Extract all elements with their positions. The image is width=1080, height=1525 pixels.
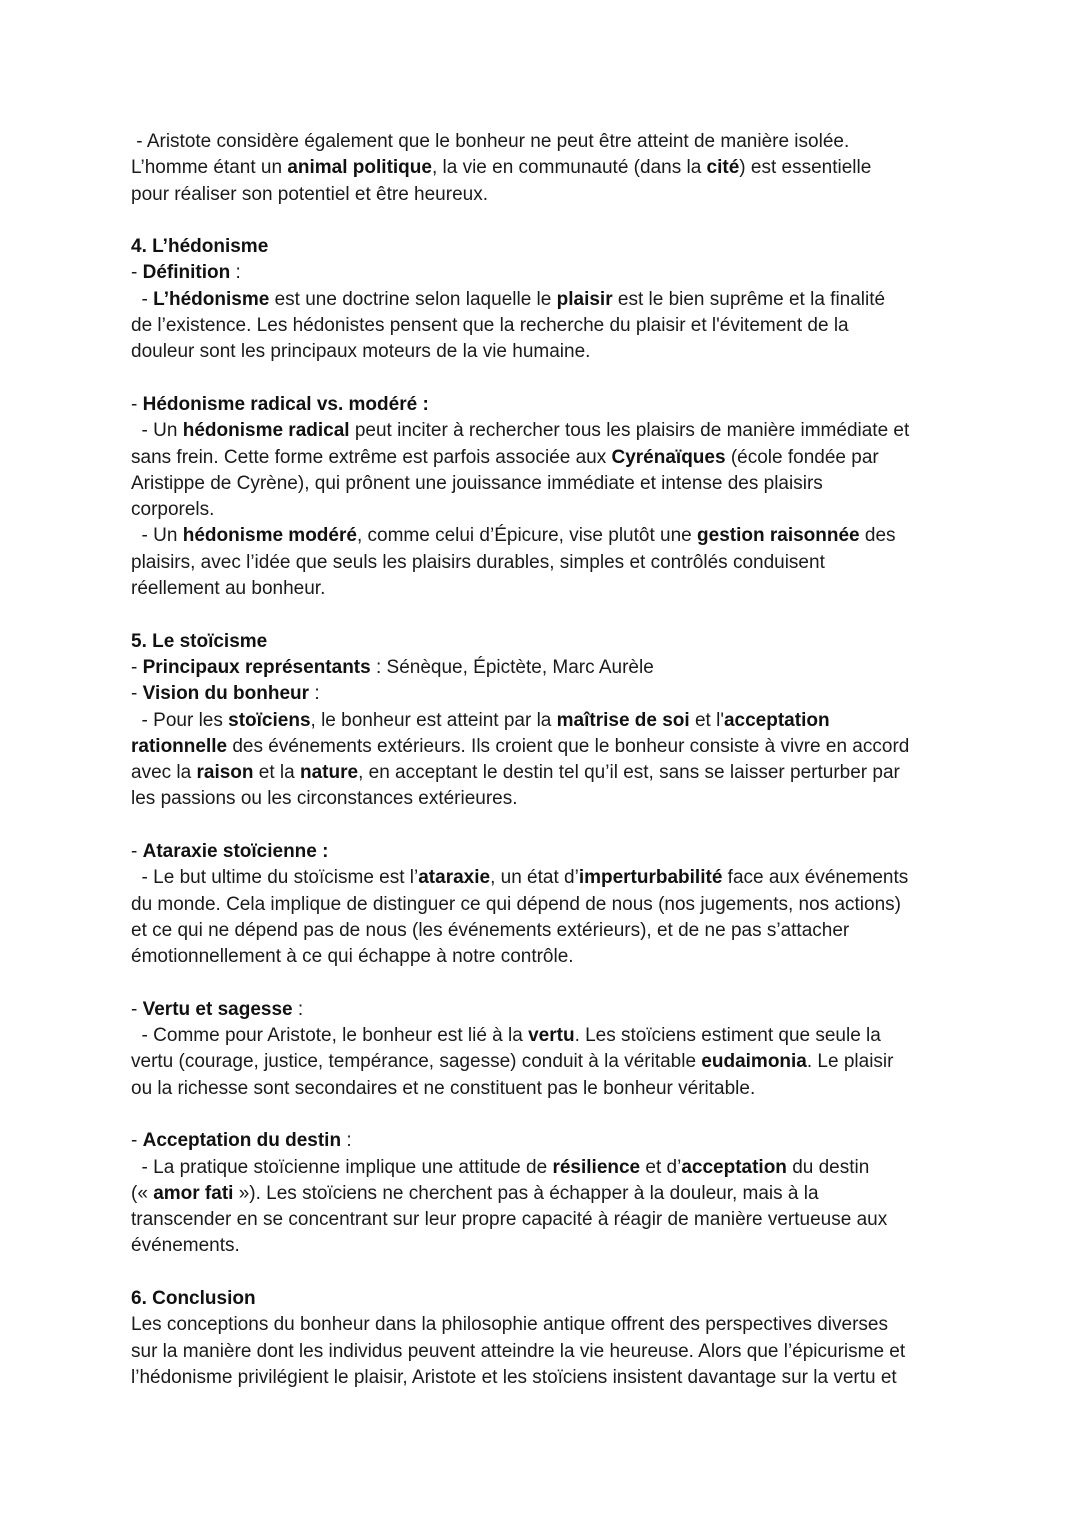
text-run: - <box>131 841 143 863</box>
text-run: et l' <box>689 709 724 731</box>
bold-text: Vertu et sagesse <box>142 998 293 1020</box>
text-line <box>131 418 991 444</box>
bold-text: Définition <box>142 262 231 284</box>
text-run: , la vie en communauté (dans la <box>431 157 707 179</box>
bold-text: imperturbabilité <box>578 867 723 889</box>
bold-text: stoïciens <box>228 709 311 731</box>
text-line <box>131 1155 991 1181</box>
text-line <box>131 1365 991 1391</box>
text-line <box>131 786 991 812</box>
text-run: et ce qui ne dépend pas de nous (les événements extérieurs), et de ne pas s’attacher <box>131 919 850 941</box>
bold-text: acceptation <box>681 1156 787 1178</box>
text-line <box>131 155 991 181</box>
text-run: avec la <box>131 762 197 784</box>
text-line <box>131 1128 991 1154</box>
text-run: - <box>131 998 143 1020</box>
text-line <box>131 497 991 523</box>
text-run: (école fondée par <box>725 446 879 468</box>
text-run: - Un <box>131 420 183 442</box>
text-run: Les conceptions du bonheur dans la philosophie antique offrent des perspectives diverses <box>131 1314 888 1336</box>
text-line <box>131 1207 991 1233</box>
blank-line <box>131 1260 991 1286</box>
text-line <box>131 997 991 1023</box>
text-line <box>131 182 991 208</box>
text-run: Aristippe de Cyrène), qui prônent une jouissance immédiate et intense des plaisirs <box>131 472 823 494</box>
text-run: émotionnellement à ce qui échappe à notre contrôle. <box>131 946 574 968</box>
bold-text: Vision du bonheur <box>142 683 310 705</box>
bold-text: hédonisme radical <box>182 420 350 442</box>
text-run: réellement au bonheur. <box>131 578 326 600</box>
text-line <box>131 1233 991 1259</box>
text-run: vertu (courage, justice, tempérance, sagesse) conduit à la véritable <box>131 1051 702 1073</box>
text-line <box>131 892 991 918</box>
text-run: douleur sont les principaux moteurs de la vie humaine. <box>131 341 591 363</box>
text-run: - Pour les <box>131 709 229 731</box>
text-line <box>131 287 991 313</box>
text-line <box>131 234 991 260</box>
text-line <box>131 655 991 681</box>
text-run: - <box>131 288 154 310</box>
bold-text: nature <box>300 762 359 784</box>
text-run: , un état d’ <box>490 867 579 889</box>
text-run: - Comme pour Aristote, le bonheur est lié à la <box>131 1025 529 1047</box>
text-run: événements. <box>131 1235 240 1257</box>
text-run: - La pratique stoïcienne implique une attitude de <box>131 1156 553 1178</box>
text-run: : <box>292 998 304 1020</box>
text-run: des événements extérieurs. Ils croient que le bonheur consiste à vivre en accord <box>227 735 910 757</box>
text-run: transcender en se concentrant sur leur propre capacité à réagir de manière vertueuse aux <box>131 1209 888 1231</box>
text-run: du destin <box>786 1156 870 1178</box>
bold-text: maîtrise de soi <box>556 709 690 731</box>
text-line <box>131 1181 991 1207</box>
text-run: - <box>131 656 143 678</box>
text-run: . Les stoïciens estiment que seule la <box>574 1025 881 1047</box>
text-line <box>131 313 991 339</box>
bold-text: raison <box>196 762 254 784</box>
text-run: des <box>859 525 896 547</box>
bold-text: eudaimonia <box>701 1051 807 1073</box>
text-line <box>131 944 991 970</box>
text-run: sans frein. Cette forme extrême est parfois associée aux <box>131 446 612 468</box>
text-run: - Un <box>131 525 183 547</box>
bold-text: Principaux représentants <box>142 656 371 678</box>
bold-text: vertu <box>528 1025 575 1047</box>
text-run: et d’ <box>640 1156 682 1178</box>
text-run: - <box>131 262 143 284</box>
text-line <box>131 523 991 549</box>
text-run: - <box>131 1130 143 1152</box>
text-run: - Le but ultime du stoïcisme est l’ <box>131 867 419 889</box>
text-line <box>131 708 991 734</box>
text-run: »). Les stoïciens ne cherchent pas à échapper à la douleur, mais à la <box>233 1182 819 1204</box>
text-run: - Aristote considère également que le bonheur ne peut être atteint de manière isolée. <box>131 131 850 152</box>
text-run: du monde. Cela implique de distinguer ce qui dépend de nous (nos jugements, nos actions) <box>131 893 901 915</box>
text-run: , en acceptant le destin tel qu’il est, sans se laisser perturber par <box>358 762 900 784</box>
bold-text: Cyrénaïques <box>611 446 726 468</box>
text-line <box>131 260 991 286</box>
text-run: est le bien suprême et la finalité <box>612 288 886 310</box>
bold-text: cité <box>706 157 740 179</box>
text-run: plaisirs, avec l’idée que seuls les plaisirs durables, simples et contrôlés conduisent <box>131 551 825 573</box>
text-line <box>131 576 991 602</box>
bold-text: hédonisme modéré <box>182 525 357 547</box>
text-run: : <box>309 683 320 705</box>
text-line <box>131 1023 991 1049</box>
bold-text: acceptation <box>723 709 830 731</box>
text-line <box>131 734 991 760</box>
document-body <box>131 129 991 1391</box>
text-run: est une doctrine selon laquelle le <box>269 288 557 310</box>
text-run: ) est essentielle <box>739 157 872 179</box>
text-run: , le bonheur est atteint par la <box>310 709 557 731</box>
bold-text: animal politique <box>287 157 432 179</box>
text-line <box>131 865 991 891</box>
blank-line <box>131 813 991 839</box>
text-run: . Le plaisir <box>806 1051 894 1073</box>
text-line <box>131 1049 991 1075</box>
text-run: sur la manière dont les individus peuvent atteindre la vie heureuse. Alors que l’épicurisme et <box>131 1340 906 1362</box>
text-line <box>131 445 991 471</box>
text-line <box>131 392 991 418</box>
text-line <box>131 918 991 944</box>
bold-text: Acceptation du destin <box>142 1130 342 1152</box>
bold-text: amor fati <box>153 1182 234 1204</box>
bold-text: 6. Conclusion <box>131 1288 256 1310</box>
bold-text: Ataraxie stoïcienne : <box>142 841 329 863</box>
text-line <box>131 1286 991 1312</box>
text-run: peut inciter à rechercher tous les plaisirs de manière immédiate et <box>349 420 910 442</box>
text-line <box>131 471 991 497</box>
text-run: l’hédonisme privilégient le plaisir, Aristote et les stoïciens insistent davantage sur la vertu et <box>131 1366 897 1388</box>
text-line <box>131 1076 991 1102</box>
text-run: - <box>131 393 143 415</box>
text-line <box>131 550 991 576</box>
text-run: : <box>230 262 241 284</box>
text-run: face aux événements <box>722 867 909 889</box>
bold-text: plaisir <box>556 288 613 310</box>
text-run: : <box>341 1130 352 1152</box>
bold-text: rationnelle <box>131 735 228 757</box>
bold-text: ataraxie <box>418 867 491 889</box>
text-run: corporels. <box>131 499 215 521</box>
text-run: les passions ou les circonstances extérieures. <box>131 788 518 810</box>
blank-line <box>131 971 991 997</box>
bold-text: 4. L’hédonisme <box>131 236 269 258</box>
text-run: pour réaliser son potentiel et être heureux. <box>131 183 488 205</box>
text-run: - <box>131 683 143 705</box>
text-line <box>131 681 991 707</box>
text-run: : Sénèque, Épictète, Marc Aurèle <box>370 656 654 678</box>
text-line <box>131 339 991 365</box>
blank-line <box>131 1102 991 1128</box>
text-line <box>131 129 991 155</box>
text-run: de l’existence. Les hédonistes pensent que la recherche du plaisir et l'évitement de la <box>131 315 849 337</box>
text-line <box>131 760 991 786</box>
text-run: ou la richesse sont secondaires et ne constituent pas le bonheur véritable. <box>131 1077 756 1099</box>
text-run: L’homme étant un <box>131 157 288 179</box>
text-line <box>131 839 991 865</box>
bold-text: gestion raisonnée <box>697 525 860 547</box>
text-line <box>131 629 991 655</box>
blank-line <box>131 366 991 392</box>
text-run: et la <box>253 762 300 784</box>
blank-line <box>131 602 991 628</box>
bold-text: Hédonisme radical vs. modéré : <box>142 393 429 415</box>
bold-text: 5. Le stoïcisme <box>131 630 268 652</box>
bold-text: L’hédonisme <box>153 288 270 310</box>
text-line <box>131 1339 991 1365</box>
text-line <box>131 1312 991 1338</box>
text-run: (« <box>131 1182 154 1204</box>
text-run: , comme celui d’Épicure, vise plutôt une <box>356 525 698 547</box>
blank-line <box>131 208 991 234</box>
bold-text: résilience <box>552 1156 641 1178</box>
